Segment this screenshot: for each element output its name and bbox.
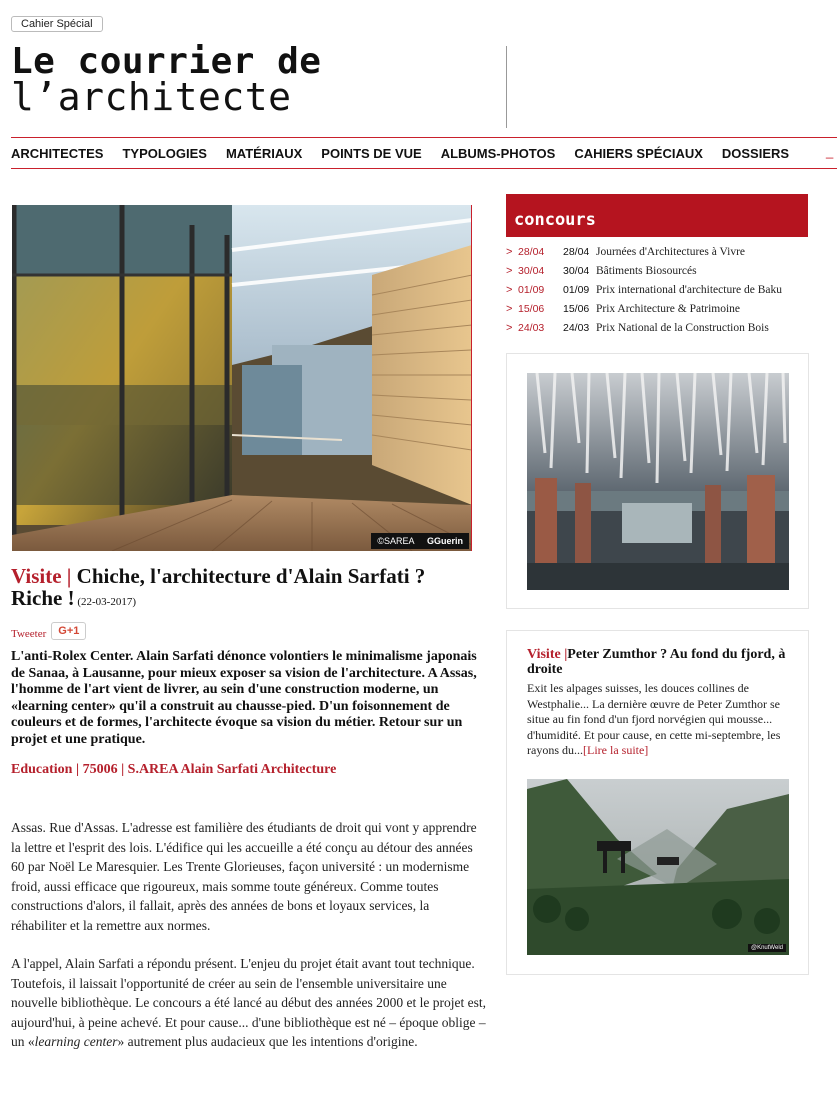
nav-item-albums-photos[interactable]: ALBUMS-PHOTOS bbox=[440, 146, 556, 161]
concours-date-link[interactable]: 15/06 bbox=[518, 303, 545, 315]
concours-label[interactable]: Prix international d'architecture de Baku bbox=[596, 284, 783, 296]
concours-date: 01/09 bbox=[563, 284, 590, 296]
tag-sarea[interactable]: S.AREA Alain Sarfati Architecture bbox=[127, 762, 337, 777]
concours-item[interactable] bbox=[506, 265, 816, 284]
nav-bottom-rule bbox=[11, 168, 837, 169]
tag-education[interactable]: Education bbox=[11, 762, 73, 777]
tag-separator: | bbox=[117, 762, 128, 777]
sidebar-story-excerpt-text: Exit les alpages suisses, les douces collines de Westphalie... La dernière œuvre de Peter Zumthor se situe au fin fond d'un fjord norvégien qui mousse... d'humidité. Et pour cause, en cette mi-septembre, les rayons du... bbox=[527, 681, 781, 757]
arrow-icon: > bbox=[506, 265, 513, 277]
hero-illustration bbox=[12, 205, 472, 551]
sidebar-story-image[interactable] bbox=[527, 779, 789, 955]
nav-item-architectes[interactable]: ARCHITECTES bbox=[11, 146, 104, 161]
nav-item-typologies[interactable]: TYPOLOGIES bbox=[122, 146, 207, 161]
nav-item-points-de-vue[interactable]: POINTS DE VUE bbox=[321, 146, 422, 161]
article-hero-image[interactable] bbox=[12, 205, 472, 551]
main-nav bbox=[11, 146, 789, 161]
arrow-icon: > bbox=[506, 322, 513, 334]
nav-item-cahiers-speciaux[interactable]: CAHIERS SPÉCIAUX bbox=[574, 146, 703, 161]
arrow-icon: > bbox=[506, 246, 513, 258]
arrow-icon: > bbox=[506, 284, 513, 296]
concours-label[interactable]: Prix National de la Construction Bois bbox=[596, 322, 769, 334]
sidebar-story-title[interactable] bbox=[527, 647, 797, 677]
concours-label[interactable]: Prix Architecture & Patrimoine bbox=[596, 303, 741, 315]
nav-item-materiaux[interactable]: MATÉRIAUX bbox=[225, 146, 303, 161]
tag-75006[interactable]: 75006 bbox=[82, 762, 118, 777]
concours-label[interactable]: Bâtiments Biosourcés bbox=[596, 265, 697, 277]
article-rubric[interactable]: Visite | bbox=[11, 564, 72, 588]
photo-credit-agency: ©SAREA bbox=[377, 536, 415, 546]
sidebar-story-rubric[interactable]: Visite | bbox=[527, 647, 568, 662]
sidebar-image[interactable] bbox=[527, 373, 789, 590]
cahier-special-badge[interactable]: Cahier Spécial bbox=[11, 16, 103, 32]
concours-date-link[interactable]: 30/04 bbox=[518, 265, 545, 277]
article-lead: L'anti-Rolex Center. Alain Sarfati dénonce volontiers le minimalisme japonais de Sanaa, à Lausanne, pour mieux exposer sa vision de l'architecture. A Assas, l'homme de l'art vient de livrer, au sein d'une construction moderne, un «learning center» qu'il a construit au chausse-pied. D'un foisonnement de couleurs et de formes, l'architecte évoque sa vision du métier. Retour sur un projet et une pratique. bbox=[11, 649, 477, 747]
article-body bbox=[11, 818, 486, 1071]
concours-header[interactable]: concours bbox=[506, 194, 808, 237]
article-paragraph: Assas. Rue d'Assas. L'adresse est familière des étudiants de droit qui vont y apprendre la lettre et l'esprit des lois. L'édifice qui les accueille a été conçu au détour des années 60 par Noël Le Maresquier. Les Trente Glorieuses, façon université : un modernisme froid, aussi efficace que rigoureux, mais somme toute généreux. Comme toutes constructions d'alors, il fallait, après des années de bons et loyaux services, la réhabiliter et la remettre aux normes. bbox=[11, 820, 477, 933]
concours-item[interactable] bbox=[506, 303, 816, 322]
article-paragraph bbox=[11, 954, 486, 1052]
sidebar-story-title-text[interactable]: Peter Zumthor ? Au fond du fjord, à droite bbox=[527, 647, 786, 677]
photo-credit-author: GGuerin bbox=[426, 536, 463, 546]
concours-list bbox=[506, 246, 816, 341]
concours-date: 24/03 bbox=[563, 322, 590, 334]
photo-credit bbox=[371, 533, 469, 549]
concours-item[interactable] bbox=[506, 246, 816, 265]
site-logo[interactable] bbox=[11, 41, 322, 119]
sidebar-image-box bbox=[506, 353, 809, 609]
nav-item-dossiers[interactable]: DOSSIERS bbox=[721, 146, 790, 161]
sidebar-story bbox=[506, 630, 809, 975]
concours-date-link[interactable]: 01/09 bbox=[518, 284, 545, 296]
article-emphasis: learning center bbox=[34, 1034, 118, 1049]
installation-illustration bbox=[527, 373, 789, 590]
concours-date: 30/04 bbox=[563, 265, 590, 277]
concours-item[interactable] bbox=[506, 322, 816, 341]
google-plus-button[interactable]: G+1 bbox=[51, 622, 86, 640]
fjord-illustration bbox=[527, 779, 789, 955]
article-date: (22-03-2017) bbox=[74, 596, 136, 608]
article-title-text: Chiche, l'architecture d'Alain Sarfati ? Riche ! bbox=[11, 564, 426, 610]
article-paragraph-part: » autrement plus audacieux que les intentions d'origine. bbox=[117, 1034, 418, 1049]
concours-date-link[interactable]: 28/04 bbox=[518, 246, 545, 258]
header-divider bbox=[506, 46, 507, 128]
concours-date: 15/06 bbox=[563, 303, 590, 315]
logo-line-1: Le courrier de bbox=[11, 41, 322, 82]
sidebar-image-credit: @KnutWeld bbox=[748, 944, 786, 952]
tag-separator: | bbox=[72, 762, 83, 777]
tweet-button[interactable]: Tweeter bbox=[11, 628, 47, 640]
read-more-link[interactable]: [Lire la suite] bbox=[583, 743, 649, 757]
nav-more[interactable]: _ bbox=[826, 144, 834, 159]
article-title bbox=[11, 565, 471, 613]
concours-label[interactable]: Journées d'Architectures à Vivre bbox=[596, 246, 746, 258]
article-paragraph-part: A l'appel, Alain Sarfati a répondu présent. L'enjeu du projet était avant tout technique. Toutefois, il laissait l'opportunité de créer au sein de l'ensemble universitaire une nouvelle bibliothèque. Le concours a été lancé au début des années 2000 et le projet est, aujourd'hui, à peine achevé. Et pour cause... d'une bibliothèque est né – époque oblige – un « bbox=[11, 956, 486, 1049]
concours-date: 28/04 bbox=[563, 246, 590, 258]
share-bar bbox=[11, 622, 86, 640]
concours-date-link[interactable]: 24/03 bbox=[518, 322, 545, 334]
logo-line-2: l’architecte bbox=[11, 75, 292, 119]
sidebar-story-excerpt bbox=[527, 681, 795, 759]
article-tags bbox=[11, 762, 336, 778]
arrow-icon: > bbox=[506, 303, 513, 315]
nav-top-rule bbox=[11, 137, 837, 138]
concours-item[interactable] bbox=[506, 284, 816, 303]
